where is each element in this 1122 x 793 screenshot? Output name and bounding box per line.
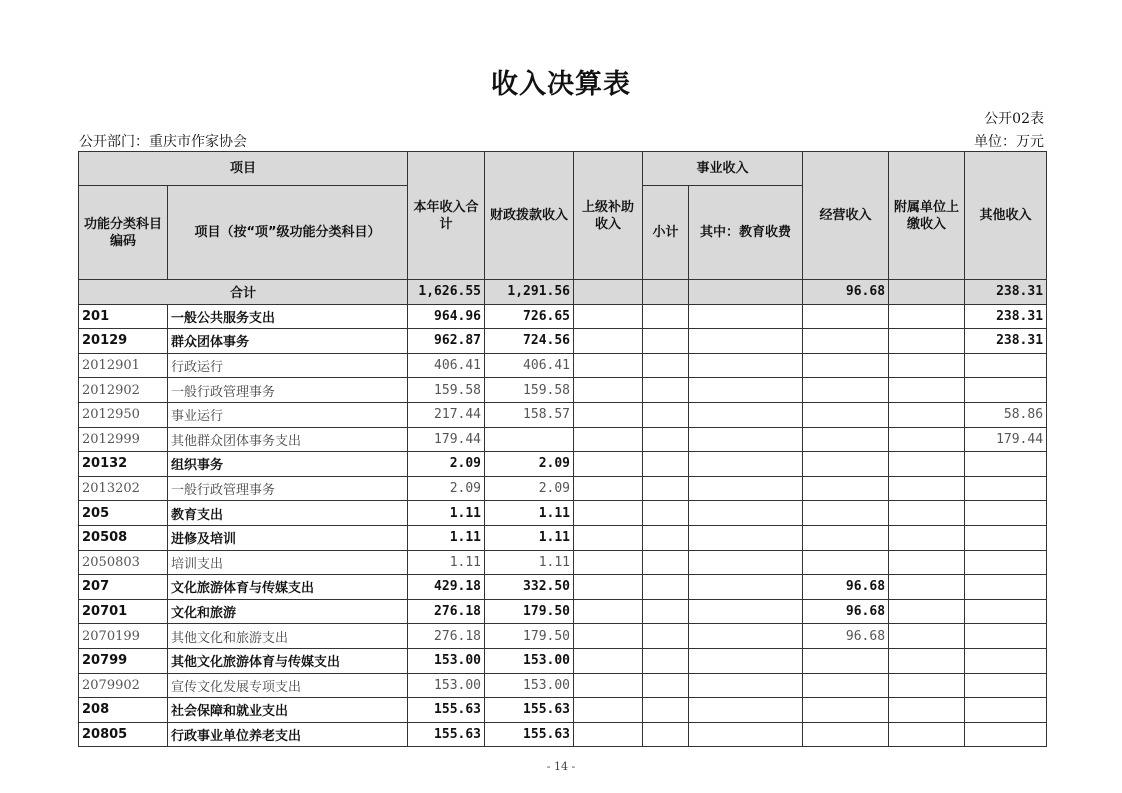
table-row <box>79 722 1047 747</box>
row-operating-cell <box>803 304 889 329</box>
row-name: 社会保障和就业支出 <box>168 698 408 723</box>
row-total-income-cell: 2.09 <box>408 452 485 477</box>
table-id: 公开02表 <box>984 111 1044 127</box>
row-superior-cell <box>574 673 643 698</box>
row-fiscal-cell: 1.11 <box>485 525 574 550</box>
header-education: 其中：教育收费 <box>689 186 803 280</box>
row-education-cell <box>689 304 803 329</box>
row-operating-cell: 96.68 <box>803 575 889 600</box>
table-row <box>79 673 1047 698</box>
row-subtotal-cell <box>643 452 689 477</box>
row-fiscal-cell: 155.63 <box>485 698 574 723</box>
row-affiliated-cell <box>889 648 965 673</box>
row-affiliated-cell <box>889 501 965 526</box>
row-affiliated-cell <box>889 575 965 600</box>
table-row <box>79 304 1047 329</box>
row-education-cell <box>689 476 803 501</box>
row-name: 一般公共服务支出 <box>168 304 408 329</box>
row-total-income-cell: 1.11 <box>408 501 485 526</box>
row-fiscal-cell <box>485 427 574 452</box>
row-superior-cell <box>574 402 643 427</box>
row-affiliated-cell <box>889 698 965 723</box>
row-total-income-cell: 964.96 <box>408 304 485 329</box>
header-operating: 经营收入 <box>803 152 889 280</box>
row-total-income-cell: 153.00 <box>408 673 485 698</box>
table-row <box>79 501 1047 526</box>
row-affiliated-cell <box>889 427 965 452</box>
row-other-cell <box>965 698 1047 723</box>
row-affiliated-cell <box>889 452 965 477</box>
row-education-cell <box>689 673 803 698</box>
row-code: 20701 <box>79 599 168 624</box>
total-operating-cell: 96.68 <box>803 280 889 305</box>
row-code: 2013202 <box>79 476 168 501</box>
row-affiliated-cell <box>889 329 965 354</box>
row-operating-cell: 96.68 <box>803 624 889 649</box>
total-label: 合计 <box>79 280 408 305</box>
row-education-cell <box>689 402 803 427</box>
row-other-cell <box>965 624 1047 649</box>
row-total-income-cell: 155.63 <box>408 698 485 723</box>
row-code: 2012902 <box>79 378 168 403</box>
row-name: 培训支出 <box>168 550 408 575</box>
row-name: 文化和旅游 <box>168 599 408 624</box>
row-other-cell <box>965 648 1047 673</box>
row-subtotal-cell <box>643 378 689 403</box>
page-number: - 14 - <box>546 760 576 773</box>
row-name: 教育支出 <box>168 501 408 526</box>
row-education-cell <box>689 550 803 575</box>
department-label: 公开部门：重庆市作家协会 <box>79 134 247 150</box>
row-name: 群众团体事务 <box>168 329 408 354</box>
row-code: 20508 <box>79 525 168 550</box>
row-other-cell: 238.31 <box>965 329 1047 354</box>
row-superior-cell <box>574 722 643 747</box>
header-func-code: 功能分类科目编码 <box>79 186 168 280</box>
row-affiliated-cell <box>889 476 965 501</box>
row-operating-cell <box>803 673 889 698</box>
row-operating-cell <box>803 550 889 575</box>
row-fiscal-cell: 155.63 <box>485 722 574 747</box>
row-fiscal-cell: 159.58 <box>485 378 574 403</box>
table-row <box>79 698 1047 723</box>
header-affiliated: 附属单位上缴收入 <box>889 152 965 280</box>
row-code: 2050803 <box>79 550 168 575</box>
row-education-cell <box>689 722 803 747</box>
row-code: 2012901 <box>79 353 168 378</box>
total-fiscal-cell: 1,291.56 <box>485 280 574 305</box>
row-education-cell <box>689 575 803 600</box>
row-other-cell <box>965 525 1047 550</box>
row-affiliated-cell <box>889 353 965 378</box>
total-other-cell: 238.31 <box>965 280 1047 305</box>
row-code: 20132 <box>79 452 168 477</box>
header-superior: 上级补助收入 <box>574 152 643 280</box>
table-row <box>79 427 1047 452</box>
table-row <box>79 648 1047 673</box>
row-other-cell <box>965 476 1047 501</box>
row-education-cell <box>689 648 803 673</box>
row-education-cell <box>689 353 803 378</box>
total-subtotal-cell <box>643 280 689 305</box>
row-code: 2079902 <box>79 673 168 698</box>
row-fiscal-cell: 153.00 <box>485 673 574 698</box>
row-superior-cell <box>574 501 643 526</box>
row-superior-cell <box>574 452 643 477</box>
table-row <box>79 525 1047 550</box>
row-total-income-cell: 2.09 <box>408 476 485 501</box>
row-name: 一般行政管理事务 <box>168 378 408 403</box>
total-education-cell <box>689 280 803 305</box>
total-affiliated-cell <box>889 280 965 305</box>
table-row <box>79 550 1047 575</box>
table-row <box>79 599 1047 624</box>
page-title: 收入决算表 <box>491 69 631 100</box>
header-fiscal: 财政拨款收入 <box>485 152 574 280</box>
row-affiliated-cell <box>889 673 965 698</box>
row-name: 一般行政管理事务 <box>168 476 408 501</box>
row-other-cell: 238.31 <box>965 304 1047 329</box>
row-affiliated-cell <box>889 624 965 649</box>
row-operating-cell <box>803 648 889 673</box>
row-operating-cell <box>803 402 889 427</box>
row-subtotal-cell <box>643 476 689 501</box>
row-code: 207 <box>79 575 168 600</box>
row-other-cell: 58.86 <box>965 402 1047 427</box>
row-superior-cell <box>574 599 643 624</box>
row-operating-cell <box>803 378 889 403</box>
row-subtotal-cell <box>643 698 689 723</box>
row-total-income-cell: 217.44 <box>408 402 485 427</box>
total-superior-cell <box>574 280 643 305</box>
table-row <box>79 476 1047 501</box>
row-other-cell <box>965 599 1047 624</box>
row-subtotal-cell <box>643 525 689 550</box>
row-other-cell <box>965 722 1047 747</box>
row-other-cell <box>965 673 1047 698</box>
row-fiscal-cell: 153.00 <box>485 648 574 673</box>
row-total-income-cell: 276.18 <box>408 624 485 649</box>
row-name: 其他文化和旅游支出 <box>168 624 408 649</box>
row-education-cell <box>689 501 803 526</box>
table-row <box>79 402 1047 427</box>
row-fiscal-cell: 1.11 <box>485 501 574 526</box>
row-superior-cell <box>574 575 643 600</box>
row-affiliated-cell <box>889 378 965 403</box>
row-name: 组织事务 <box>168 452 408 477</box>
row-education-cell <box>689 698 803 723</box>
row-superior-cell <box>574 698 643 723</box>
row-education-cell <box>689 525 803 550</box>
row-education-cell <box>689 452 803 477</box>
row-superior-cell <box>574 624 643 649</box>
row-name: 行政事业单位养老支出 <box>168 722 408 747</box>
row-fiscal-cell: 726.65 <box>485 304 574 329</box>
row-subtotal-cell <box>643 329 689 354</box>
row-code: 20799 <box>79 648 168 673</box>
header-item: 项目 <box>79 152 408 186</box>
row-fiscal-cell: 332.50 <box>485 575 574 600</box>
row-education-cell <box>689 427 803 452</box>
row-fiscal-cell: 2.09 <box>485 452 574 477</box>
row-subtotal-cell <box>643 427 689 452</box>
row-education-cell <box>689 329 803 354</box>
row-code: 2070199 <box>79 624 168 649</box>
row-other-cell <box>965 452 1047 477</box>
row-total-income-cell: 159.58 <box>408 378 485 403</box>
row-name: 文化旅游体育与传媒支出 <box>168 575 408 600</box>
row-subtotal-cell <box>643 402 689 427</box>
row-fiscal-cell: 179.50 <box>485 599 574 624</box>
row-total-income-cell: 1.11 <box>408 550 485 575</box>
header-subtotal: 小计 <box>643 186 689 280</box>
row-subtotal-cell <box>643 550 689 575</box>
row-operating-cell <box>803 476 889 501</box>
row-other-cell <box>965 501 1047 526</box>
row-code: 201 <box>79 304 168 329</box>
row-fiscal-cell: 1.11 <box>485 550 574 575</box>
row-total-income-cell: 1.11 <box>408 525 485 550</box>
row-name: 其他群众团体事务支出 <box>168 427 408 452</box>
row-subtotal-cell <box>643 599 689 624</box>
row-name: 宣传文化发展专项支出 <box>168 673 408 698</box>
row-operating-cell <box>803 452 889 477</box>
row-total-income-cell: 406.41 <box>408 353 485 378</box>
row-superior-cell <box>574 525 643 550</box>
row-affiliated-cell <box>889 525 965 550</box>
row-code: 2012950 <box>79 402 168 427</box>
row-affiliated-cell <box>889 550 965 575</box>
row-operating-cell <box>803 698 889 723</box>
row-affiliated-cell <box>889 304 965 329</box>
total-row <box>79 280 1047 305</box>
table-row <box>79 624 1047 649</box>
unit-label: 单位：万元 <box>974 134 1044 150</box>
header-other: 其他收入 <box>965 152 1047 280</box>
row-affiliated-cell <box>889 402 965 427</box>
table-row <box>79 353 1047 378</box>
row-fiscal-cell: 724.56 <box>485 329 574 354</box>
row-other-cell <box>965 575 1047 600</box>
row-subtotal-cell <box>643 304 689 329</box>
row-subtotal-cell <box>643 624 689 649</box>
row-code: 205 <box>79 501 168 526</box>
table-row <box>79 575 1047 600</box>
row-superior-cell <box>574 476 643 501</box>
row-subtotal-cell <box>643 575 689 600</box>
row-subtotal-cell <box>643 353 689 378</box>
total-income-cell: 1,626.55 <box>408 280 485 305</box>
row-superior-cell <box>574 329 643 354</box>
row-superior-cell <box>574 378 643 403</box>
row-subtotal-cell <box>643 648 689 673</box>
row-total-income-cell: 429.18 <box>408 575 485 600</box>
row-superior-cell <box>574 550 643 575</box>
income-table <box>78 151 1047 747</box>
row-superior-cell <box>574 353 643 378</box>
row-fiscal-cell: 158.57 <box>485 402 574 427</box>
row-code: 20805 <box>79 722 168 747</box>
table-row <box>79 452 1047 477</box>
row-name: 行政运行 <box>168 353 408 378</box>
row-subtotal-cell <box>643 501 689 526</box>
row-subtotal-cell <box>643 673 689 698</box>
row-operating-cell: 96.68 <box>803 599 889 624</box>
table-row <box>79 378 1047 403</box>
row-superior-cell <box>574 427 643 452</box>
header-business: 事业收入 <box>643 152 803 186</box>
row-affiliated-cell <box>889 722 965 747</box>
row-total-income-cell: 179.44 <box>408 427 485 452</box>
row-fiscal-cell: 2.09 <box>485 476 574 501</box>
row-operating-cell <box>803 722 889 747</box>
row-total-income-cell: 962.87 <box>408 329 485 354</box>
header-total-income: 本年收入合计 <box>408 152 485 280</box>
row-education-cell <box>689 378 803 403</box>
row-code: 20129 <box>79 329 168 354</box>
row-other-cell: 179.44 <box>965 427 1047 452</box>
row-operating-cell <box>803 525 889 550</box>
row-other-cell <box>965 378 1047 403</box>
row-total-income-cell: 276.18 <box>408 599 485 624</box>
row-education-cell <box>689 624 803 649</box>
row-code: 2012999 <box>79 427 168 452</box>
row-other-cell <box>965 550 1047 575</box>
row-total-income-cell: 155.63 <box>408 722 485 747</box>
row-name: 其他文化旅游体育与传媒支出 <box>168 648 408 673</box>
row-education-cell <box>689 599 803 624</box>
row-superior-cell <box>574 304 643 329</box>
row-code: 208 <box>79 698 168 723</box>
table-row <box>79 329 1047 354</box>
row-affiliated-cell <box>889 599 965 624</box>
row-fiscal-cell: 179.50 <box>485 624 574 649</box>
header-item-name: 项目（按“项”级功能分类科目） <box>168 186 408 280</box>
row-name: 事业运行 <box>168 402 408 427</box>
row-total-income-cell: 153.00 <box>408 648 485 673</box>
row-other-cell <box>965 353 1047 378</box>
row-operating-cell <box>803 353 889 378</box>
row-operating-cell <box>803 501 889 526</box>
row-superior-cell <box>574 648 643 673</box>
row-fiscal-cell: 406.41 <box>485 353 574 378</box>
row-operating-cell <box>803 427 889 452</box>
row-subtotal-cell <box>643 722 689 747</box>
row-name: 进修及培训 <box>168 525 408 550</box>
row-operating-cell <box>803 329 889 354</box>
